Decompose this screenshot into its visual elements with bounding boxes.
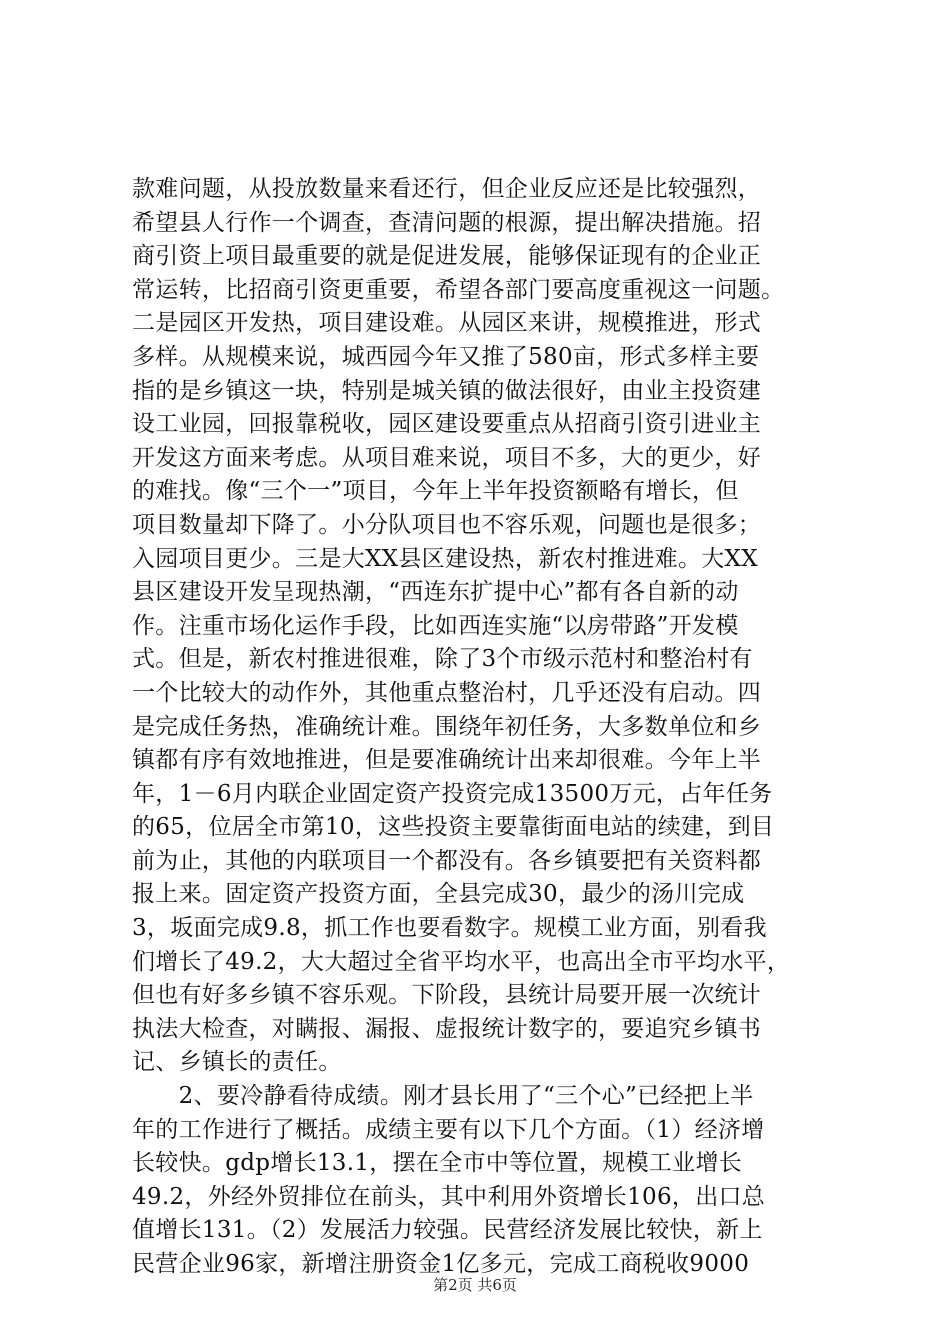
text-line: 们增长了49.2，大大超过全省平均水平，也高出全市平均水平， bbox=[132, 948, 791, 975]
text-line: 多样。从规模来说，城西园今年又推了580亩，形式多样主要 bbox=[132, 343, 760, 370]
text-line: 开发这方面来考虑。从项目难来说，项目不多，大的更少，好 bbox=[132, 444, 762, 471]
text-line: 式。但是，新农村推进很难，除了3个市级示范村和整治村有 bbox=[132, 646, 753, 673]
text-line: 前为止，其他的内联项目一个都没有。各乡镇要把有关资料都 bbox=[132, 847, 762, 874]
text-line: 民营企业96家，新增注册资金1亿多元，完成工商税收9000 bbox=[132, 1251, 750, 1277]
text-line: 的65，位居全市第10，这些投资主要靠街面电站的续建，到目 bbox=[132, 814, 775, 841]
text-line: 报上来。固定资产投资方面，全县完成30，最少的汤川完成 bbox=[132, 881, 745, 908]
text-line: 商引资上项目最重要的就是促进发展，能够保证现有的企业正 bbox=[132, 243, 762, 270]
text-line: 指的是乡镇这一块，特别是城关镇的做法很好，由业主投资建 bbox=[132, 377, 762, 404]
text-line: 二是园区开发热，项目建设难。从园区来讲，规模推进，形式 bbox=[132, 310, 762, 337]
text-line: 年的工作进行了概括。成绩主要有以下几个方面。（1）经济增 bbox=[132, 1116, 765, 1143]
text-line: 值增长131。（2）发展活力较强。民营经济发展比较快，新上 bbox=[132, 1217, 763, 1244]
text-line: 3，坂面完成9.8，抓工作也要看数字。规模工业方面，别看我 bbox=[132, 915, 767, 942]
text-line: 镇都有序有效地推进，但是要准确统计出来却很难。今年上半 bbox=[132, 747, 762, 774]
text-line: 49.2，外经外贸排位在前头，其中利用外资增长106，出口总 bbox=[132, 1183, 766, 1210]
page-footer: 第2页 共6页 bbox=[433, 1276, 517, 1294]
text-line: 执法大检查，对瞒报、漏报、虚报统计数字的，要追究乡镇书 bbox=[132, 1015, 762, 1042]
text-line: 项目数量却下降了。小分队项目也不容乐观，问题也是很多； bbox=[132, 511, 762, 538]
text-line: 常运转，比招商引资更重要，希望各部门要高度重视这一问题。 bbox=[132, 276, 785, 303]
text-line: 希望县人行作一个调查，查清问题的根源，提出解决措施。招 bbox=[132, 209, 762, 236]
text-line: 作。注重市场化运作手段，比如西连实施“以房带路”开发模 bbox=[132, 612, 739, 639]
text-line: 但也有好多乡镇不容乐观。下阶段，县统计局要开展一次统计 bbox=[132, 982, 762, 1009]
text-line: 年，1－6月内联企业固定资产投资完成13500万元，占年任务 bbox=[132, 780, 773, 807]
text-line: 长较快。gdp增长13.1，摆在全市中等位置，规模工业增长 bbox=[132, 1150, 743, 1177]
text-line: 是完成任务热，准确统计难。围绕年初任务，大多数单位和乡 bbox=[132, 713, 762, 740]
document-body bbox=[132, 173, 832, 1282]
text-line: 2、要冷静看待成绩。刚才县长用了“三个心”已经把上半 bbox=[132, 1083, 754, 1110]
text-line: 款难问题，从投放数量来看还行，但企业反应还是比较强烈， bbox=[132, 176, 762, 202]
text-line: 记、乡镇长的责任。 bbox=[132, 1049, 342, 1076]
text-line: 县区建设开发呈现热潮，“西连东扩提中心”都有各自新的动 bbox=[132, 579, 739, 606]
text-line: 一个比较大的动作外，其他重点整治村，几乎还没有启动。四 bbox=[132, 679, 762, 706]
text-line: 入园项目更少。三是大XX县区建设热，新农村推进难。大XX bbox=[132, 545, 758, 572]
text-line: 设工业园，回报靠税收，园区建设要重点从招商引资引进业主 bbox=[132, 411, 762, 438]
text-line: 的难找。像“三个一”项目，今年上半年投资额略有增长，但 bbox=[132, 478, 739, 505]
